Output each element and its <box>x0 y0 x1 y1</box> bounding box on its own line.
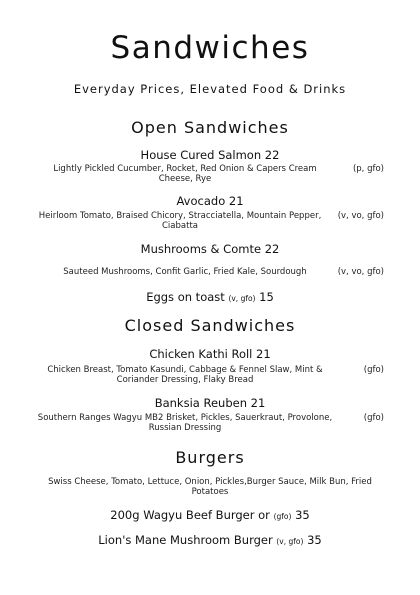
item-name-wagyu-burger <box>0 508 420 522</box>
item-name-eggs-on-toast <box>0 290 420 304</box>
item-price: 35 <box>307 533 322 547</box>
item-name-text: Lion's Mane Mushroom Burger <box>98 533 273 547</box>
item-desc-banksia-reuben: Southern Ranges Wagyu MB2 Brisket, Pickles, Sauerkraut, Provolone, Russian Dressing <box>37 413 333 433</box>
item-price: 35 <box>295 508 310 522</box>
item-name-text: Eggs on toast <box>146 290 225 304</box>
item-name-mushrooms-comte: Mushrooms & Comte 22 <box>140 242 280 256</box>
item-name-chicken-kathi-roll: Chicken Kathi Roll 21 <box>149 347 271 361</box>
section-title-closed-sandwiches: Closed Sandwiches <box>124 316 296 335</box>
item-name-lions-mane-burger <box>0 533 420 547</box>
item-name-banksia-reuben: Banksia Reuben 21 <box>154 396 266 410</box>
item-diet-tag: (v, gfo) <box>228 294 256 303</box>
burgers-desc: Swiss Cheese, Tomato, Lettuce, Onion, Pickles,Burger Sauce, Milk Bun, Fried Potatoes <box>48 477 372 497</box>
item-diet-tag: (gfo) <box>273 512 292 521</box>
item-name-avocado: Avocado 21 <box>176 194 244 208</box>
item-name-house-cured-salmon: House Cured Salmon 22 <box>140 148 280 162</box>
item-diet-tag: (v, gfo) <box>276 537 304 546</box>
item-diet-house-cured-salmon: (p, gfo) <box>352 164 384 174</box>
page-title: Sandwiches <box>110 30 310 66</box>
section-title-burgers: Burgers <box>175 448 245 467</box>
item-desc-chicken-kathi-roll: Chicken Breast, Tomato Kasundi, Cabbage & Fennel Slaw, Mint & Coriander Dressing, Flaky Bread <box>47 365 323 385</box>
item-diet-banksia-reuben: (gfo) <box>363 413 384 423</box>
item-desc-mushrooms-comte: Sauteed Mushrooms, Confit Garlic, Fried Kale, Sourdough <box>63 267 307 277</box>
item-desc-avocado: Heirloom Tomato, Braised Chicory, Stracciatella, Mountain Pepper, Ciabatta <box>38 211 322 231</box>
item-diet-mushrooms-comte: (v, vo, gfo) <box>337 267 384 277</box>
item-price: 15 <box>259 290 274 304</box>
item-diet-avocado: (v, vo, gfo) <box>337 211 384 221</box>
section-title-open-sandwiches: Open Sandwiches <box>131 118 289 137</box>
item-name-text: 200g Wagyu Beef Burger or <box>110 508 270 522</box>
item-diet-chicken-kathi-roll: (gfo) <box>363 365 384 375</box>
tagline: Everyday Prices, Elevated Food & Drinks <box>73 82 347 96</box>
item-desc-house-cured-salmon: Lightly Pickled Cucumber, Rocket, Red Onion & Capers Cream Cheese, Rye <box>53 164 317 184</box>
